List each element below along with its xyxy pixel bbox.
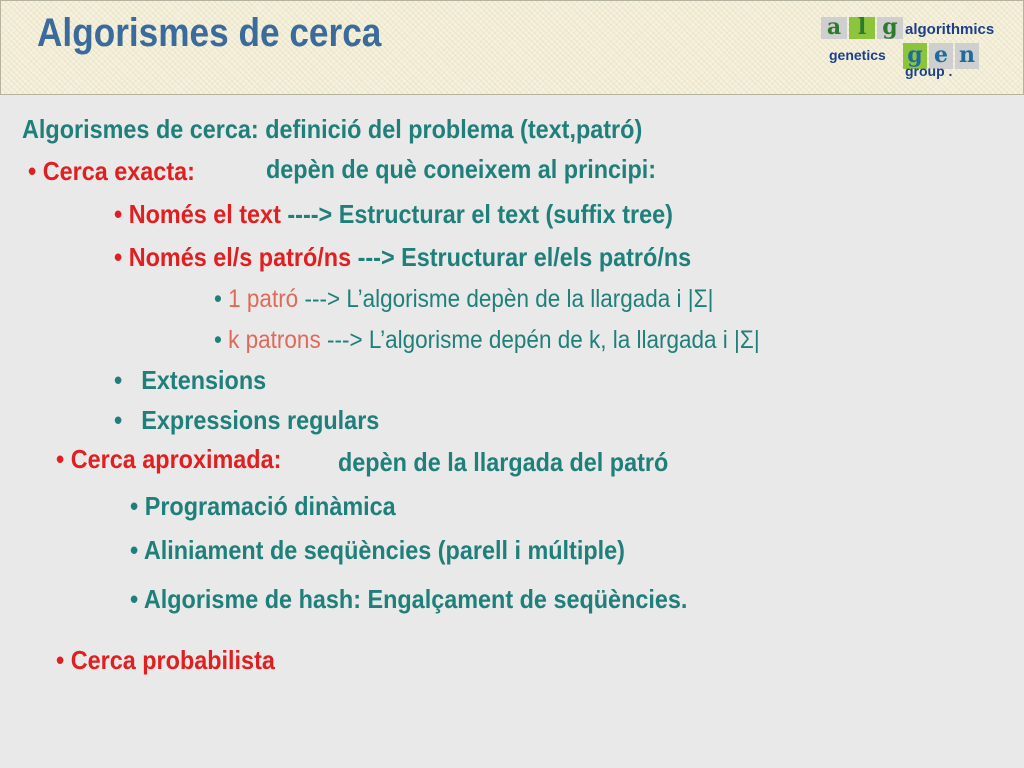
bullet: • (214, 285, 222, 313)
item-label: Només el text (128, 199, 281, 229)
logo-letter-l: l (849, 17, 875, 39)
bullet: • (130, 584, 139, 614)
logo-letter-a: a (821, 17, 847, 39)
logo-word-group: group . (905, 63, 953, 79)
approx-search-desc: depèn de la llargada del patró (338, 447, 669, 477)
extra-text: Extensions (141, 365, 267, 395)
approx-search-label: Cerca aproximada: (70, 444, 282, 474)
bullet: • (114, 405, 123, 435)
approx-item-hash (130, 584, 687, 615)
extra-text: Expressions regulars (141, 405, 380, 435)
exact-search-desc: depèn de què coneixem al principi: (266, 154, 657, 184)
algen-logo (819, 13, 1015, 81)
exact-extra-extensions (114, 365, 266, 396)
sub-item-k-patterns (214, 326, 760, 355)
item-text: ----> Estructurar el text (suffix tree) (287, 199, 673, 229)
exact-search-label: Cerca exacta: (42, 156, 195, 186)
bullet: • (130, 535, 139, 565)
bullet: • (56, 444, 65, 474)
slide-title: Algorismes de cerca (37, 11, 382, 55)
item-text: ---> Estructurar el/els patró/ns (357, 242, 692, 272)
sub-item-one-pattern (214, 285, 713, 314)
bullet: • (214, 326, 222, 354)
exact-item-text-only (114, 199, 673, 230)
bullet: • (56, 645, 65, 675)
item-text: Aliniament de seqüències (parell i múltiple) (143, 535, 625, 565)
exact-item-pattern-only (114, 242, 691, 273)
exact-search-line (28, 156, 195, 187)
item-text: Programació dinàmica (144, 491, 396, 521)
bullet: • (114, 365, 123, 395)
bullet: • (114, 242, 123, 272)
bullet: • (114, 199, 123, 229)
logo-word-genetics: genetics (829, 47, 886, 63)
sub-item-text: ---> L’algorisme depén de k, la llargada i |Σ| (326, 326, 760, 354)
logo-letter-gen-e: e (929, 43, 953, 69)
exact-extra-regex (114, 405, 379, 436)
approx-search-line (56, 444, 281, 475)
bullet: • (130, 491, 139, 521)
logo-letter-gen-n: n (955, 43, 979, 69)
bullet: • (28, 156, 37, 186)
prob-search-line (56, 645, 275, 676)
logo-letter-gen-g: g (903, 43, 927, 69)
logo-letter-g: g (877, 17, 903, 39)
intro-line (22, 114, 642, 145)
approx-item-alignment (130, 535, 625, 566)
item-label: Només el/s patró/ns (128, 242, 352, 272)
intro-text: Algorismes de cerca: definició del problema (text,patró) (22, 114, 643, 144)
slide-header (0, 0, 1024, 95)
prob-search-label: Cerca probabilista (70, 645, 275, 675)
approx-item-dynamic (130, 491, 396, 522)
logo-word-algorithmics: algorithmics (905, 21, 995, 38)
item-text: Algorisme de hash: Engalçament de seqüències. (143, 584, 688, 614)
sub-item-text: ---> L’algorisme depèn de la llargada i |Σ| (304, 285, 714, 313)
sub-item-label: 1 patró (228, 285, 299, 313)
sub-item-label: k patrons (228, 326, 321, 354)
